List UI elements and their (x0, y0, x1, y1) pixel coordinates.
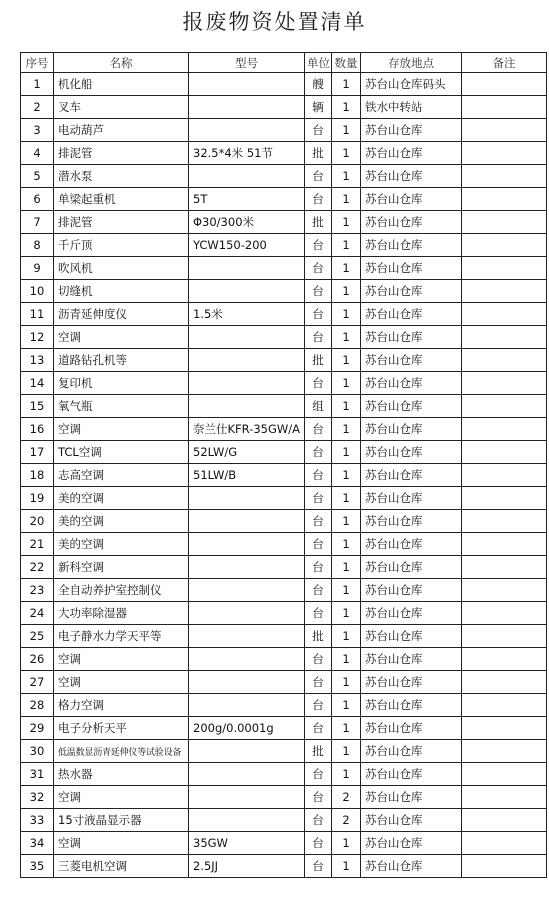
table-row (21, 579, 547, 602)
cell-remark (462, 119, 547, 142)
table-row (21, 257, 547, 280)
cell-unit: 组 (305, 395, 332, 418)
cell-seq: 34 (21, 832, 54, 855)
cell-name: 道路钻孔机等 (54, 349, 189, 372)
cell-seq: 35 (21, 855, 54, 878)
cell-name: 排泥管 (54, 142, 189, 165)
cell-unit: 台 (305, 786, 332, 809)
cell-seq: 14 (21, 372, 54, 395)
cell-qty: 1 (332, 832, 361, 855)
cell-remark (462, 556, 547, 579)
cell-location: 苏台山仓库 (361, 142, 462, 165)
cell-qty: 1 (332, 671, 361, 694)
cell-name: 空调 (54, 786, 189, 809)
cell-unit: 台 (305, 556, 332, 579)
cell-name: 美的空调 (54, 510, 189, 533)
cell-unit: 台 (305, 533, 332, 556)
cell-seq: 3 (21, 119, 54, 142)
cell-unit: 台 (305, 165, 332, 188)
table-row (21, 395, 547, 418)
cell-unit: 台 (305, 487, 332, 510)
table-row (21, 326, 547, 349)
cell-qty: 2 (332, 786, 361, 809)
cell-location: 苏台山仓库 (361, 303, 462, 326)
cell-name: 三菱电机空调 (54, 855, 189, 878)
table-row (21, 855, 547, 878)
cell-unit: 台 (305, 234, 332, 257)
table-row (21, 211, 547, 234)
cell-remark (462, 579, 547, 602)
cell-qty: 1 (332, 487, 361, 510)
table-row (21, 372, 547, 395)
cell-location: 苏台山仓库 (361, 717, 462, 740)
cell-seq: 27 (21, 671, 54, 694)
table-row (21, 533, 547, 556)
cell-model: 32.5*4米 51节 (189, 142, 305, 165)
cell-unit: 台 (305, 418, 332, 441)
cell-unit: 台 (305, 832, 332, 855)
cell-seq: 31 (21, 763, 54, 786)
cell-model (189, 809, 305, 832)
cell-model (189, 280, 305, 303)
cell-location: 苏台山仓库 (361, 602, 462, 625)
cell-location: 苏台山仓库 (361, 395, 462, 418)
cell-qty: 1 (332, 326, 361, 349)
cell-qty: 1 (332, 648, 361, 671)
cell-remark (462, 625, 547, 648)
table-row (21, 96, 547, 119)
table-row (21, 556, 547, 579)
cell-remark (462, 740, 547, 763)
cell-unit: 台 (305, 510, 332, 533)
cell-unit: 台 (305, 372, 332, 395)
cell-qty: 1 (332, 441, 361, 464)
cell-model (189, 579, 305, 602)
cell-name: 吹风机 (54, 257, 189, 280)
cell-remark (462, 832, 547, 855)
cell-remark (462, 648, 547, 671)
cell-model (189, 556, 305, 579)
cell-qty: 1 (332, 740, 361, 763)
cell-model: 52LW/G (189, 441, 305, 464)
cell-remark (462, 671, 547, 694)
cell-remark (462, 372, 547, 395)
cell-seq: 1 (21, 73, 54, 96)
header-location: 存放地点 (361, 53, 462, 73)
cell-model: 1.5米 (189, 303, 305, 326)
cell-location: 苏台山仓库 (361, 234, 462, 257)
table-row (21, 487, 547, 510)
cell-seq: 15 (21, 395, 54, 418)
cell-qty: 1 (332, 763, 361, 786)
cell-qty: 2 (332, 809, 361, 832)
cell-qty: 1 (332, 556, 361, 579)
cell-seq: 12 (21, 326, 54, 349)
cell-model (189, 372, 305, 395)
cell-unit: 台 (305, 717, 332, 740)
cell-unit: 台 (305, 602, 332, 625)
table-row (21, 671, 547, 694)
cell-remark (462, 464, 547, 487)
table-row (21, 165, 547, 188)
cell-location: 苏台山仓库 (361, 763, 462, 786)
table-row (21, 349, 547, 372)
cell-qty: 1 (332, 372, 361, 395)
cell-remark (462, 349, 547, 372)
cell-remark (462, 717, 547, 740)
cell-qty: 1 (332, 96, 361, 119)
cell-seq: 22 (21, 556, 54, 579)
cell-seq: 19 (21, 487, 54, 510)
cell-unit: 辆 (305, 96, 332, 119)
cell-seq: 20 (21, 510, 54, 533)
cell-seq: 33 (21, 809, 54, 832)
cell-location: 苏台山仓库 (361, 832, 462, 855)
table-row (21, 717, 547, 740)
cell-name: 切缝机 (54, 280, 189, 303)
cell-remark (462, 694, 547, 717)
cell-seq: 21 (21, 533, 54, 556)
cell-model (189, 96, 305, 119)
cell-unit: 批 (305, 740, 332, 763)
cell-model (189, 763, 305, 786)
cell-remark (462, 234, 547, 257)
table-row (21, 188, 547, 211)
cell-name: 电动葫芦 (54, 119, 189, 142)
cell-unit: 台 (305, 326, 332, 349)
cell-unit: 批 (305, 625, 332, 648)
cell-remark (462, 395, 547, 418)
cell-name: 千斤顶 (54, 234, 189, 257)
cell-model (189, 648, 305, 671)
cell-location: 苏台山仓库 (361, 418, 462, 441)
cell-unit: 台 (305, 441, 332, 464)
cell-location: 苏台山仓库 (361, 211, 462, 234)
table-row (21, 763, 547, 786)
cell-model: 2.5JJ (189, 855, 305, 878)
cell-remark (462, 855, 547, 878)
cell-remark (462, 303, 547, 326)
cell-location: 苏台山仓库 (361, 809, 462, 832)
cell-model (189, 395, 305, 418)
disposal-table (20, 52, 547, 878)
cell-model (189, 326, 305, 349)
cell-model (189, 349, 305, 372)
cell-model (189, 257, 305, 280)
cell-seq: 28 (21, 694, 54, 717)
cell-unit: 艘 (305, 73, 332, 96)
cell-remark (462, 786, 547, 809)
cell-unit: 台 (305, 280, 332, 303)
cell-model: 51LW/B (189, 464, 305, 487)
cell-unit: 批 (305, 211, 332, 234)
cell-name: 空调 (54, 648, 189, 671)
cell-seq: 2 (21, 96, 54, 119)
cell-remark (462, 165, 547, 188)
cell-name: 15寸液晶显示器 (54, 809, 189, 832)
cell-qty: 1 (332, 510, 361, 533)
cell-remark (462, 257, 547, 280)
cell-name: 叉车 (54, 96, 189, 119)
cell-qty: 1 (332, 464, 361, 487)
cell-location: 苏台山仓库 (361, 188, 462, 211)
cell-name: 大功率除湿器 (54, 602, 189, 625)
cell-model (189, 602, 305, 625)
cell-seq: 7 (21, 211, 54, 234)
table-row (21, 602, 547, 625)
cell-unit: 台 (305, 303, 332, 326)
cell-unit: 台 (305, 188, 332, 211)
cell-model: 200g/0.0001g (189, 717, 305, 740)
cell-remark (462, 96, 547, 119)
cell-location: 苏台山仓库 (361, 694, 462, 717)
cell-seq: 5 (21, 165, 54, 188)
cell-qty: 1 (332, 855, 361, 878)
cell-seq: 10 (21, 280, 54, 303)
cell-seq: 13 (21, 349, 54, 372)
cell-seq: 29 (21, 717, 54, 740)
cell-unit: 台 (305, 579, 332, 602)
cell-location: 苏台山仓库 (361, 280, 462, 303)
cell-remark (462, 418, 547, 441)
cell-location: 苏台山仓库码头 (361, 73, 462, 96)
cell-name: 空调 (54, 326, 189, 349)
cell-location: 苏台山仓库 (361, 740, 462, 763)
cell-location: 苏台山仓库 (361, 165, 462, 188)
cell-seq: 24 (21, 602, 54, 625)
cell-name: 低温数显沥青延伸仪等试验设备 (54, 740, 189, 763)
cell-name: 热水器 (54, 763, 189, 786)
cell-remark (462, 487, 547, 510)
cell-name: 美的空调 (54, 487, 189, 510)
page-title: 报废物资处置清单 (182, 10, 367, 34)
table-row (21, 234, 547, 257)
cell-seq: 16 (21, 418, 54, 441)
cell-name: 潜水泵 (54, 165, 189, 188)
table-header-row (21, 53, 547, 73)
cell-location: 苏台山仓库 (361, 119, 462, 142)
cell-seq: 6 (21, 188, 54, 211)
cell-model: 5T (189, 188, 305, 211)
cell-name: 电子分析天平 (54, 717, 189, 740)
cell-location: 苏台山仓库 (361, 372, 462, 395)
cell-unit: 批 (305, 349, 332, 372)
table-row (21, 625, 547, 648)
cell-seq: 9 (21, 257, 54, 280)
cell-unit: 批 (305, 142, 332, 165)
table-row (21, 464, 547, 487)
cell-name: 空调 (54, 671, 189, 694)
table-row (21, 510, 547, 533)
cell-remark (462, 533, 547, 556)
cell-location: 苏台山仓库 (361, 556, 462, 579)
cell-remark (462, 763, 547, 786)
cell-seq: 11 (21, 303, 54, 326)
cell-qty: 1 (332, 280, 361, 303)
cell-location: 苏台山仓库 (361, 510, 462, 533)
table-row (21, 786, 547, 809)
cell-model (189, 694, 305, 717)
cell-location: 苏台山仓库 (361, 441, 462, 464)
cell-remark (462, 73, 547, 96)
cell-location: 苏台山仓库 (361, 487, 462, 510)
cell-remark (462, 280, 547, 303)
cell-name: 全自动养护室控制仪 (54, 579, 189, 602)
cell-unit: 台 (305, 648, 332, 671)
cell-model: Φ30/300米 (189, 211, 305, 234)
cell-unit: 台 (305, 464, 332, 487)
cell-unit: 台 (305, 763, 332, 786)
cell-location: 苏台山仓库 (361, 349, 462, 372)
cell-qty: 1 (332, 625, 361, 648)
cell-name: 空调 (54, 418, 189, 441)
cell-name: 排泥管 (54, 211, 189, 234)
header-model: 型号 (189, 53, 305, 73)
cell-location: 苏台山仓库 (361, 326, 462, 349)
cell-location: 苏台山仓库 (361, 625, 462, 648)
cell-name: 志高空调 (54, 464, 189, 487)
cell-name: 复印机 (54, 372, 189, 395)
cell-model: 奈兰仕KFR-35GW/A (189, 418, 305, 441)
cell-qty: 1 (332, 533, 361, 556)
cell-model (189, 740, 305, 763)
cell-model (189, 533, 305, 556)
cell-unit: 台 (305, 257, 332, 280)
cell-seq: 17 (21, 441, 54, 464)
cell-remark (462, 809, 547, 832)
header-qty: 数量 (332, 53, 361, 73)
cell-name: 空调 (54, 832, 189, 855)
table-row (21, 418, 547, 441)
cell-qty: 1 (332, 119, 361, 142)
table-row (21, 809, 547, 832)
cell-name: 氧气瓶 (54, 395, 189, 418)
cell-location: 苏台山仓库 (361, 671, 462, 694)
cell-name: 美的空调 (54, 533, 189, 556)
cell-unit: 台 (305, 694, 332, 717)
cell-unit: 台 (305, 119, 332, 142)
cell-location: 苏台山仓库 (361, 648, 462, 671)
cell-model (189, 119, 305, 142)
cell-qty: 1 (332, 142, 361, 165)
cell-model (189, 786, 305, 809)
cell-model (189, 73, 305, 96)
cell-unit: 台 (305, 671, 332, 694)
cell-seq: 30 (21, 740, 54, 763)
cell-qty: 1 (332, 257, 361, 280)
cell-seq: 25 (21, 625, 54, 648)
table-row (21, 280, 547, 303)
cell-remark (462, 326, 547, 349)
cell-qty: 1 (332, 602, 361, 625)
cell-location: 苏台山仓库 (361, 579, 462, 602)
cell-qty: 1 (332, 694, 361, 717)
cell-qty: 1 (332, 395, 361, 418)
cell-location: 苏台山仓库 (361, 533, 462, 556)
cell-qty: 1 (332, 234, 361, 257)
table-row (21, 740, 547, 763)
cell-unit: 台 (305, 855, 332, 878)
cell-name: 格力空调 (54, 694, 189, 717)
cell-name: 新科空调 (54, 556, 189, 579)
cell-model (189, 165, 305, 188)
cell-seq: 23 (21, 579, 54, 602)
cell-model: 35GW (189, 832, 305, 855)
table-row (21, 648, 547, 671)
cell-remark (462, 441, 547, 464)
cell-qty: 1 (332, 73, 361, 96)
cell-location: 苏台山仓库 (361, 257, 462, 280)
cell-location: 苏台山仓库 (361, 786, 462, 809)
cell-remark (462, 142, 547, 165)
cell-qty: 1 (332, 579, 361, 602)
cell-model (189, 671, 305, 694)
table-row (21, 119, 547, 142)
table-row (21, 142, 547, 165)
table-row (21, 303, 547, 326)
cell-remark (462, 510, 547, 533)
cell-qty: 1 (332, 211, 361, 234)
cell-name: 单梁起重机 (54, 188, 189, 211)
cell-qty: 1 (332, 303, 361, 326)
table-row (21, 73, 547, 96)
cell-remark (462, 211, 547, 234)
cell-model: YCW150-200 (189, 234, 305, 257)
cell-qty: 1 (332, 418, 361, 441)
cell-unit: 台 (305, 809, 332, 832)
cell-qty: 1 (332, 165, 361, 188)
header-remark: 备注 (462, 53, 547, 73)
table-row (21, 694, 547, 717)
header-name: 名称 (54, 53, 189, 73)
cell-location: 铁水中转站 (361, 96, 462, 119)
cell-seq: 26 (21, 648, 54, 671)
cell-qty: 1 (332, 188, 361, 211)
cell-qty: 1 (332, 717, 361, 740)
cell-name: 电子静水力学天平等 (54, 625, 189, 648)
cell-qty: 1 (332, 349, 361, 372)
cell-name: TCL空调 (54, 441, 189, 464)
cell-location: 苏台山仓库 (361, 464, 462, 487)
cell-remark (462, 188, 547, 211)
cell-seq: 8 (21, 234, 54, 257)
cell-model (189, 625, 305, 648)
cell-model (189, 510, 305, 533)
cell-model (189, 487, 305, 510)
table-row (21, 832, 547, 855)
cell-seq: 32 (21, 786, 54, 809)
cell-location: 苏台山仓库 (361, 855, 462, 878)
cell-name: 机化船 (54, 73, 189, 96)
cell-remark (462, 602, 547, 625)
table-row (21, 441, 547, 464)
header-seq: 序号 (21, 53, 54, 73)
cell-name: 沥青延伸度仪 (54, 303, 189, 326)
cell-seq: 18 (21, 464, 54, 487)
cell-seq: 4 (21, 142, 54, 165)
header-unit: 单位 (305, 53, 332, 73)
